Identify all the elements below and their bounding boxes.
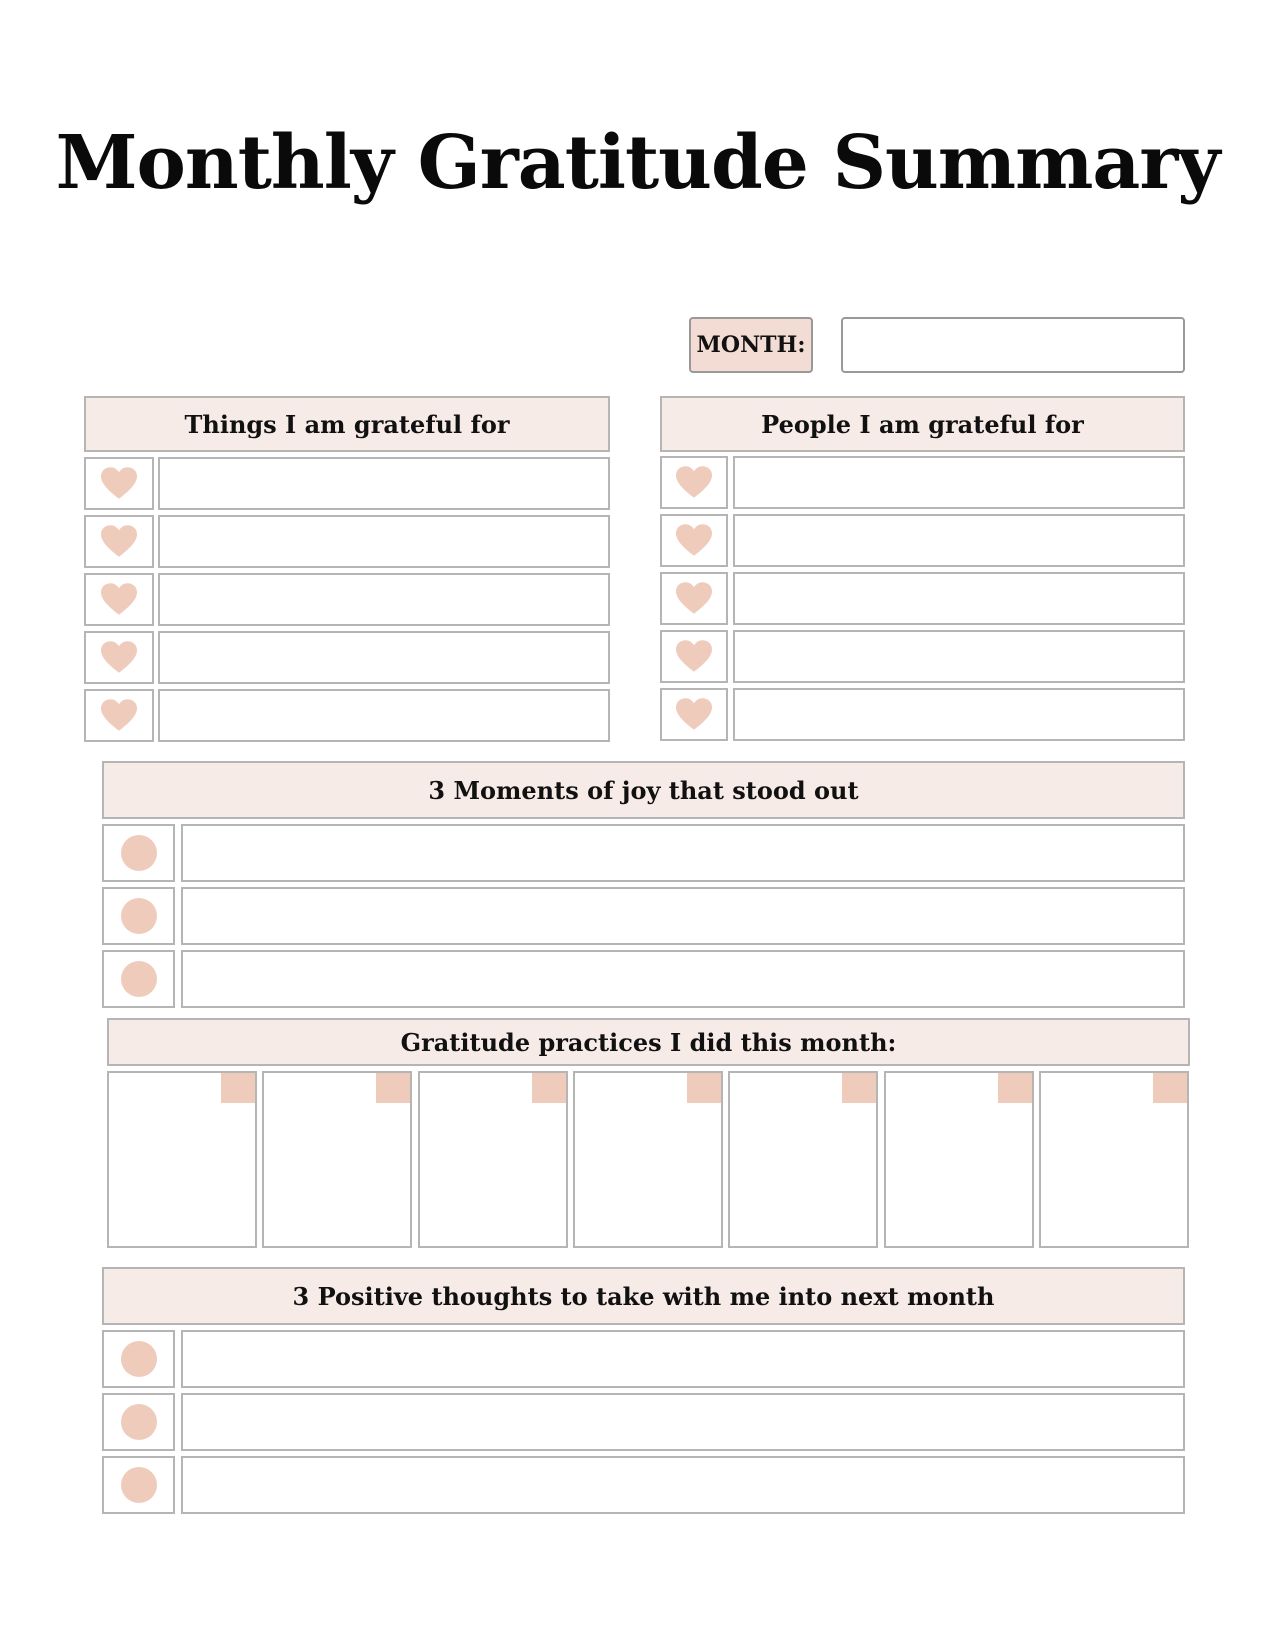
- square-tab-icon: [1153, 1073, 1187, 1103]
- people-marker-cell: [660, 572, 728, 625]
- heart-icon: [101, 525, 137, 558]
- heart-icon: [101, 583, 137, 616]
- things-entry-field[interactable]: [158, 457, 610, 510]
- heart-icon: [676, 466, 712, 499]
- square-tab-icon: [687, 1073, 721, 1103]
- month-label: MONTH:: [689, 317, 813, 373]
- people-entry-field[interactable]: [733, 456, 1185, 509]
- people-entry-field[interactable]: [733, 688, 1185, 741]
- square-tab-icon: [842, 1073, 876, 1103]
- moments-heading: 3 Moments of joy that stood out: [102, 761, 1185, 819]
- things-heading: Things I am grateful for: [84, 396, 610, 452]
- things-entry-field[interactable]: [158, 515, 610, 568]
- thoughts-marker-cell: [102, 1393, 175, 1451]
- heart-icon: [101, 641, 137, 674]
- heart-icon: [101, 467, 137, 500]
- month-field[interactable]: [841, 317, 1185, 373]
- square-tab-icon: [998, 1073, 1032, 1103]
- circle-icon: [121, 835, 157, 871]
- thoughts-entry-field[interactable]: [181, 1456, 1185, 1514]
- people-entry-field[interactable]: [733, 514, 1185, 567]
- square-tab-icon: [532, 1073, 566, 1103]
- heart-icon: [676, 582, 712, 615]
- circle-icon: [121, 1341, 157, 1377]
- practice-box[interactable]: [573, 1071, 723, 1248]
- moments-marker-cell: [102, 824, 175, 882]
- moments-entry-field[interactable]: [181, 887, 1185, 945]
- people-entry-field[interactable]: [733, 630, 1185, 683]
- things-entry-field[interactable]: [158, 689, 610, 742]
- people-entry-field[interactable]: [733, 572, 1185, 625]
- moments-marker-cell: [102, 950, 175, 1008]
- moments-entry-field[interactable]: [181, 824, 1185, 882]
- things-marker-cell: [84, 457, 154, 510]
- people-heading: People I am grateful for: [660, 396, 1185, 452]
- practice-box[interactable]: [262, 1071, 412, 1248]
- circle-icon: [121, 1467, 157, 1503]
- heart-icon: [101, 699, 137, 732]
- things-entry-field[interactable]: [158, 573, 610, 626]
- square-tab-icon: [376, 1073, 410, 1103]
- things-marker-cell: [84, 515, 154, 568]
- thoughts-marker-cell: [102, 1330, 175, 1388]
- people-marker-cell: [660, 630, 728, 683]
- thoughts-heading: 3 Positive thoughts to take with me into next month: [102, 1267, 1185, 1325]
- practice-box[interactable]: [884, 1071, 1034, 1248]
- things-marker-cell: [84, 689, 154, 742]
- practice-box[interactable]: [728, 1071, 878, 1248]
- things-marker-cell: [84, 631, 154, 684]
- heart-icon: [676, 524, 712, 557]
- circle-icon: [121, 961, 157, 997]
- circle-icon: [121, 898, 157, 934]
- people-marker-cell: [660, 456, 728, 509]
- thoughts-marker-cell: [102, 1456, 175, 1514]
- heart-icon: [676, 698, 712, 731]
- things-entry-field[interactable]: [158, 631, 610, 684]
- page-title: Monthly Gratitude Summary: [55, 120, 1220, 206]
- practice-box[interactable]: [107, 1071, 257, 1248]
- people-marker-cell: [660, 514, 728, 567]
- moments-entry-field[interactable]: [181, 950, 1185, 1008]
- things-marker-cell: [84, 573, 154, 626]
- square-tab-icon: [221, 1073, 255, 1103]
- circle-icon: [121, 1404, 157, 1440]
- people-marker-cell: [660, 688, 728, 741]
- practice-box[interactable]: [1039, 1071, 1189, 1248]
- moments-marker-cell: [102, 887, 175, 945]
- practice-box[interactable]: [418, 1071, 568, 1248]
- heart-icon: [676, 640, 712, 673]
- practices-heading: Gratitude practices I did this month:: [107, 1018, 1190, 1066]
- thoughts-entry-field[interactable]: [181, 1393, 1185, 1451]
- thoughts-entry-field[interactable]: [181, 1330, 1185, 1388]
